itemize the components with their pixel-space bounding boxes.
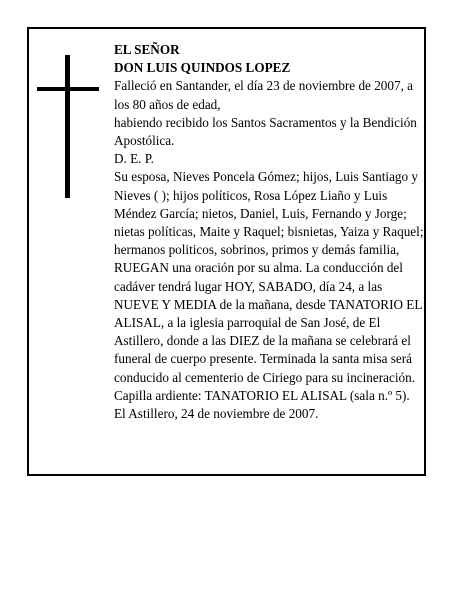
cross-vertical-bar — [65, 55, 70, 198]
notice-text — [114, 41, 426, 423]
cross-icon — [37, 55, 99, 198]
sacraments-statement: habiendo recibido los Santos Sacramentos y la Bendición Apostólica. — [114, 114, 417, 149]
notice-title-line1: EL SEÑOR — [114, 42, 180, 57]
place-date-line: El Astillero, 24 de noviembre de 2007. — [114, 406, 319, 422]
dep-line: D. E. P. — [114, 151, 154, 167]
death-statement: Falleció en Santander, el día 23 de noviembre de 2007, a los 80 años de edad, — [114, 78, 414, 112]
cross-horizontal-bar — [37, 87, 99, 91]
family-list: Su esposa, Nieves Poncela Gómez; hijos, Luis Santiago y Nieves ( ); hijos políticos, Rosa López Liaño y Luis Méndez García; nietos, Daniel, Luis, Fernando y Jorge; nietas políticas, Maite y Raquel; bisnietas, Yaiza y Raquel; hermanos politicos, sobrinos, primos y demás familia, — [114, 169, 424, 258]
funeral-details: RUEGAN una oración por su alma. La conducción del cadáver tendrá lugar HOY, SABADO, día 24, a las NUEVE Y MEDIA de la mañana, desde TANATORIO EL ALISAL, a la iglesia parroquial de San José, de El Astillero, donde a las DIEZ de la mañana se celebrará el funeral de cuerpo presente. Terminada la santa misa será conducido al cementerio de Ciriego para su incineración. Capilla ardiente: TANATORIO EL ALISAL (sala n.º 5). — [114, 260, 422, 403]
obituary-notice — [27, 27, 426, 476]
deceased-name: DON LUIS QUINDOS LOPEZ — [114, 60, 291, 76]
